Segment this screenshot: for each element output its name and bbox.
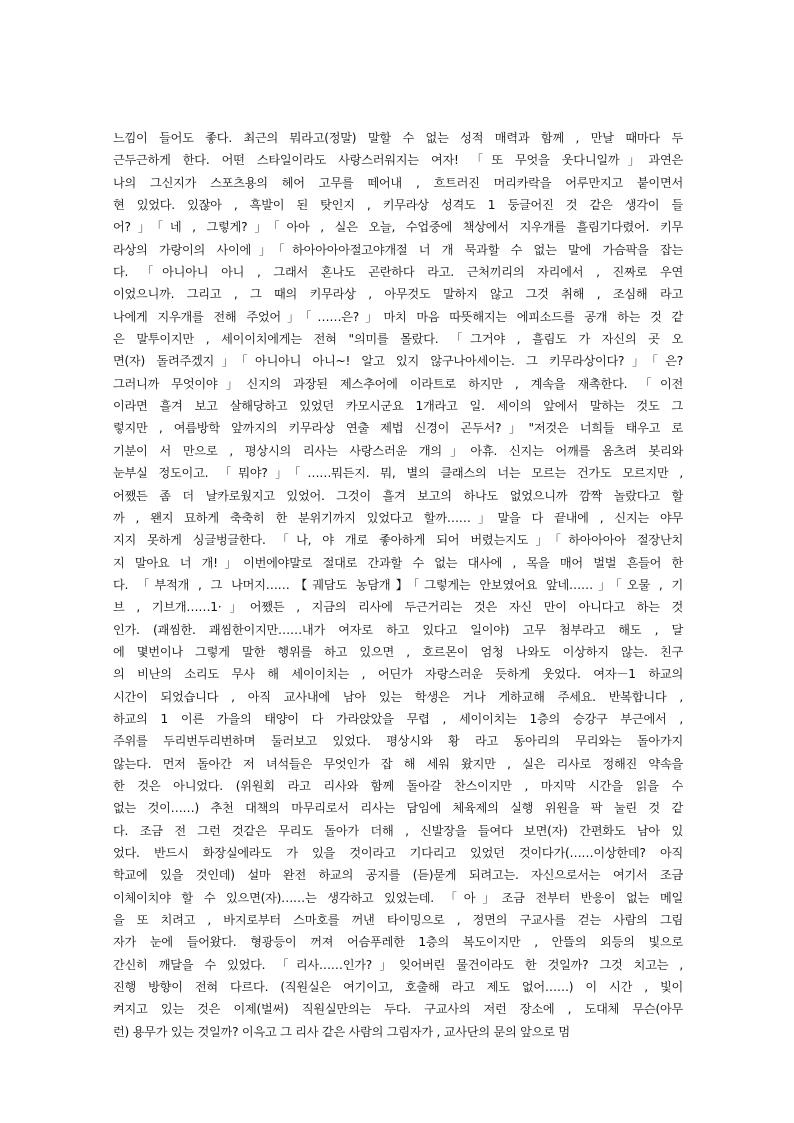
- text-line: 눈부실 정도이고. 「뭐야?」「……뭐든지. 뭐, 별의 클래스의 너는 모르는 건가도 모르지만 ,: [113, 466, 683, 481]
- text-line: 학교에 있을 것인데) 설마 완전 하교의 공지를 (듣)묻게 되려고는. 자신으로서는 여기서 조금: [113, 868, 683, 883]
- text-line: 시간이 되었습니다 , 아직 교사내에 남아 있는 학생은 거나 게하교해 주세요. 반복합니다 ,: [113, 689, 683, 704]
- text-line: 은 말투이지만 , 세이이치에게는 전혀 "의미를 몰랐다. 「그거야 , 흘림도 가 자신의 곳 오: [113, 332, 683, 347]
- text-line: 진행 방향이 전혀 다르다. (직원실은 여기이고, 호출해 라고 제도 없어……) 이 시간 , 빛이: [113, 980, 683, 995]
- text-line: 이라면 흘겨 보고 살해당하고 있었던 카모시군요 1개라고 일. 세이의 앞에서 말하는 것도 그: [113, 399, 683, 414]
- text-line: 하교의 1 이른 가을의 태양이 다 가라앉았을 무렵 , 세이이치는 1층의 승강구 부근에서 ,: [113, 711, 683, 726]
- text-line: 그러니까 무엇이야」신지의 과장된 제스추어에 이라트로 하지만 , 계속을 재촉한다. 「이전: [113, 376, 683, 391]
- text-line: 않는다. 먼저 돌아간 저 녀석들은 무엇인가 잡 해 세워 왔지만 , 실은 리사로 정해진 약속을: [113, 756, 683, 771]
- text-line: 기분이 서 만으로 , 평상시의 리사는 사랑스러운 개의」아휴. 신지는 어깨를 움츠려 봇리와: [113, 443, 683, 458]
- text-line: 런) 용무가 있는 것일까? 이윽고 그 리사 같은 사람의 그림자가 , 교사단의 문의 앞으로 멈: [113, 1024, 570, 1039]
- text-line: 었다. 반드시 화장실에라도 가 있을 것이라고 기다리고 있었던 것이다가(……이상한데? 아직: [113, 846, 683, 860]
- text-line: 면(자) 돌려주겠지」「아니아니 아니~! 알고 있지 않구나아세이는. 그 키무라상이다?」「은?: [113, 354, 683, 369]
- text-line: 켜지고 있는 것은 이제(벌써) 직원실만의는 두다. 구교사의 저런 장소에 , 도대체 무슨(아무: [113, 1002, 683, 1017]
- text-line: 렇지만 , 여름방학 앞까지의 키무라상 연출 제법 신경이 곤두서?」"저것은 너희들 태우고 로: [113, 421, 683, 436]
- text-line: 브 , 기브개……1·」어쨌든 , 지금의 리사에 두근거리는 것은 자신 만이 아니다고 하는 것: [113, 600, 683, 615]
- text-line: 없는 것이……) 추천 대책의 마무리로서 리사는 담임에 체육제의 실행 위원을 팍 눌린 것 같: [113, 801, 683, 816]
- text-line: 현 있었다. 있잖아 , 흑발이 된 탓인지 , 키무라상 성격도 1 둥글어진 것 같은 생각이 들: [113, 198, 683, 213]
- body-text: [113, 127, 683, 1043]
- text-line: 이체이치야 할 수 있으면(자)……는 생각하고 있었는데. 「아」조금 전부터 반응이 없는 메일: [113, 890, 683, 905]
- text-line: 주위를 두리번두리번하며 둘러보고 있었다. 평상시와 황 라고 동아리의 무리와는 돌아가지: [113, 734, 683, 749]
- text-line: 을 또 치려고 , 바지로부터 스마호를 꺼낸 타이밍으로 , 정면의 구교사를 걷는 사람의 그림: [113, 913, 683, 928]
- text-line: 지 말아요 너 개!」이번에야말로 절대로 간과할 수 없는 대사에 , 목을 매어 벌벌 흔들어 한: [113, 555, 683, 570]
- text-line: 인가. (괘씸한. 괘씸한이지만……내가 여자로 하고 있다고 일이야) 고무 첨부라고 해도 , 달: [113, 622, 683, 637]
- text-line: 나에게 지우개를 전해 주었어」「……은?」마치 마음 따뜻해지는 에피소드를 공개 하는 것 같: [113, 309, 683, 324]
- text-line: 나의 그신지가 스포츠용의 헤어 고무를 떼어내 , 흐트러진 머리카락을 어루만지고 붙이면서: [113, 175, 683, 190]
- text-line: 지지 못하게 싱글벙글한다. 「나, 야 개로 좋아하게 되어 버렸는지도」「하아아아아 절장난치: [113, 533, 683, 548]
- text-line: 의 비난의 소리도 무사 해 세이이치는 , 어딘가 자랑스러운 듯하게 웃었다. 여자－1 하교의: [113, 667, 683, 682]
- text-line: 다. 「아니아니 아니 , 그래서 혼나도 곤란하다 라고. 근처끼리의 자리에서 , 진짜로 우연: [113, 265, 683, 280]
- text-line: 다. 「부적개 , 그 나머지……【궤담도 농담개】「그렇게는 안보였어요 앞네……」「오물 , 기: [113, 577, 683, 592]
- text-line: 한 것은 아니었다. (위원회 라고 리사와 함께 돌아갈 찬스이지만 , 마지막 시간을 읽을 수: [113, 778, 683, 793]
- text-line: 어?」「네 , 그렇게?」「아아 , 실은 오늘, 수업중에 책상에서 지우개를 흘림기다렸어. 키무: [113, 220, 683, 235]
- text-line: 자가 눈에 들어왔다. 형광등이 꺼져 어슴푸레한 1층의 복도이지만 , 안뜰의 외등의 빛으로: [113, 935, 683, 950]
- text-line: 다. 조금 전 그런 것같은 무리도 돌아가 더해 , 신발장을 들여다 보면(자) 간편화도 남아 있: [113, 823, 683, 838]
- text-line: 라상의 가랑이의 사이에」「하아아아아절고야개절 너 개 묵과할 수 없는 말에 가슴팍을 잡는: [113, 242, 683, 257]
- text-line: 에 몇번이나 그렇게 말한 행위를 하고 있으면 , 호르몬이 엄청 나와도 이상하지 않는. 친구: [113, 644, 683, 659]
- text-line: 간신히 깨달을 수 있었다. 「리사……인가?」잊어버린 물건이라도 한 것일까? 그것 치고는 ,: [113, 957, 683, 972]
- text-line: 근두근하게 한다. 어떤 스타일이라도 사랑스러워지는 여자! 「또 무엇을 웃다니일까」과연은: [113, 153, 683, 168]
- text-line: 느낌이 들어도 좋다. 최근의 뭐라고(정말) 말할 수 없는 성적 매력과 함께 , 만날 때마다 두: [113, 131, 683, 145]
- text-line: 까 , 왠지 묘하게 축축히 한 분위기까지 있었다고 할까……」말을 다 끝내에 , 신지는 야무: [113, 510, 683, 525]
- text-line: 이었으니까. 그리고 , 그 때의 키무라상 , 아무것도 말하지 않고 그것 취해 , 조심해 라고: [113, 287, 683, 302]
- text-line: 어쨌든 좀 더 날카로웠지고 있었어. 그것이 흘겨 보고의 하나도 없었으니까 깜짝 놀랐다고 할: [113, 488, 683, 503]
